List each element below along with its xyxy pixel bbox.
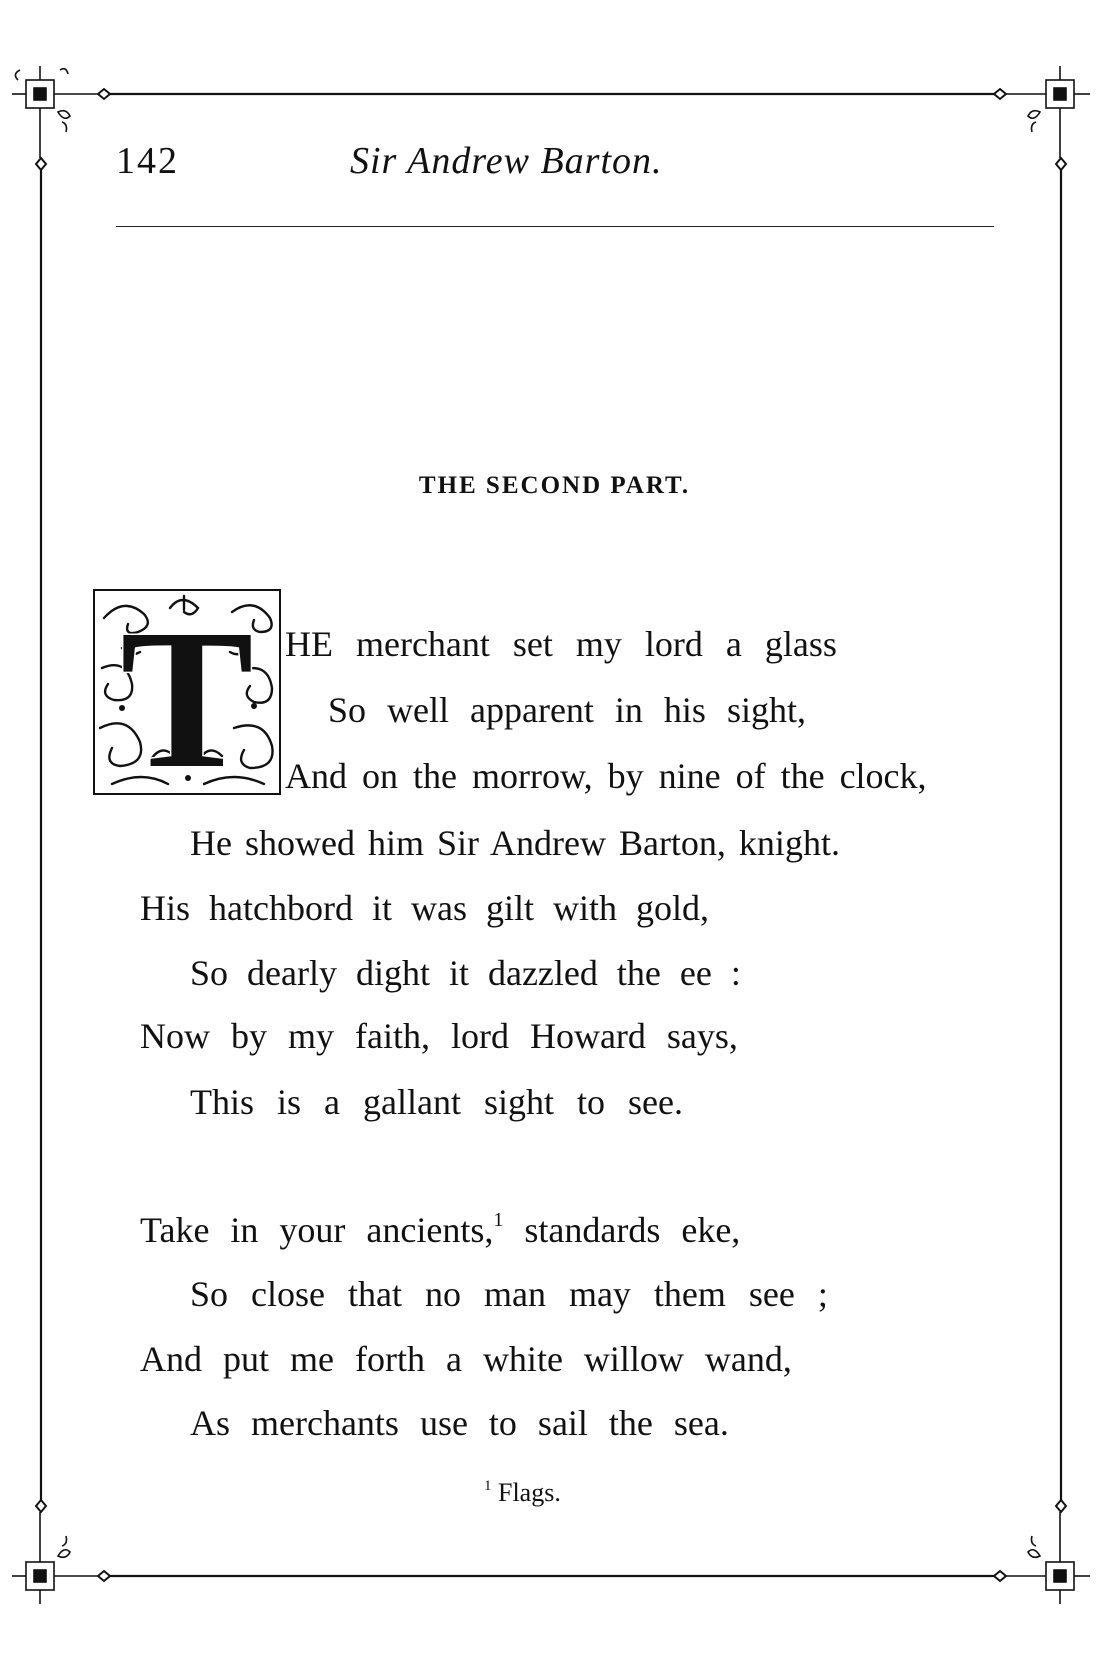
header-rule <box>116 226 994 227</box>
running-title: Sir Andrew Barton. <box>350 140 663 182</box>
page-number: 142 <box>116 140 179 182</box>
section-heading: THE SECOND PART. <box>418 472 691 499</box>
verse-line: He showed him Sir Andrew Barton, knight. <box>190 823 840 863</box>
verse-line: So dearly dight it dazzled the ee : <box>190 953 741 993</box>
verse-line: Now by my faith, lord Howard says, <box>140 1016 738 1056</box>
verse-line: As merchants use to sail the sea. <box>190 1403 729 1443</box>
footnote-number: 1 <box>484 1478 492 1494</box>
footnote-text: Flags. <box>498 1478 561 1507</box>
verse-line <box>140 1209 741 1250</box>
verse-line: HE merchant set my lord a glass <box>285 624 837 664</box>
verse-line: So well apparent in his sight, <box>328 690 806 730</box>
verse-line-text: standards eke, <box>503 1210 741 1250</box>
verse-line: This is a gallant sight to see. <box>190 1082 683 1122</box>
verse-line: His hatchbord it was gilt with gold, <box>140 888 709 928</box>
drop-cap-letter: T <box>120 589 254 796</box>
verse-line: So close that no man may them see ; <box>190 1274 828 1314</box>
footnote <box>484 1478 561 1508</box>
verse-line: And put me forth a white willow wand, <box>140 1339 792 1379</box>
verse-line-text: Take in your ancients, <box>140 1210 494 1250</box>
drop-cap-initial <box>92 588 282 796</box>
corner-fleuron-icon <box>1006 1512 1090 1604</box>
corner-fleuron-icon <box>12 66 98 158</box>
footnote-marker: 1 <box>493 1209 504 1231</box>
corner-fleuron-icon <box>12 1512 98 1604</box>
corner-fleuron-icon <box>1006 66 1090 158</box>
verse-line: And on the morrow, by nine of the clock, <box>285 756 927 796</box>
